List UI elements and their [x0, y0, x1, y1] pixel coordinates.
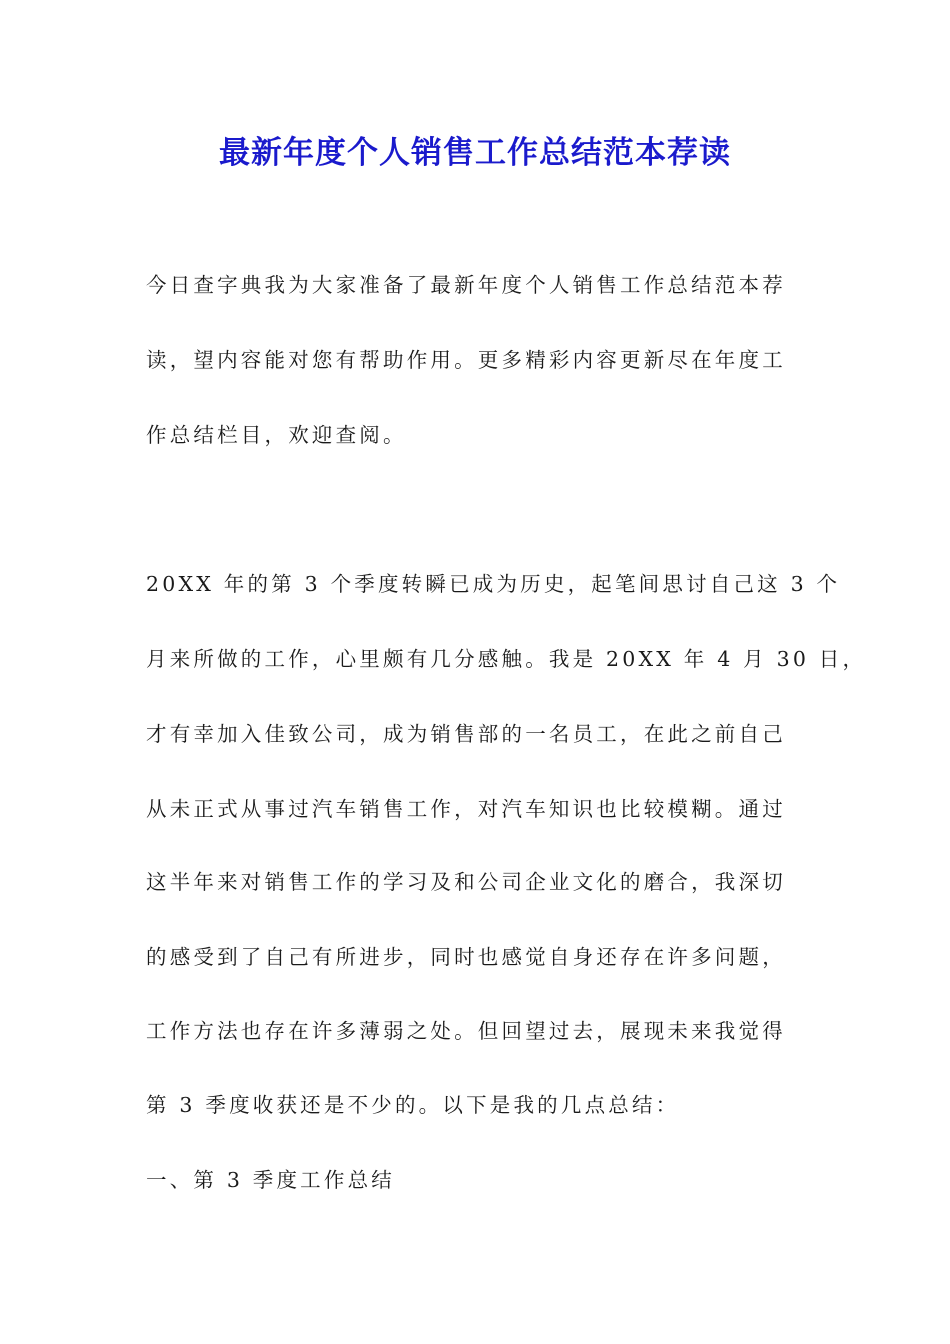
body-line-7: 工作方法也存在许多薄弱之处。但回望过去，展现未来我觉得 [146, 1019, 786, 1043]
body-line-6: 的感受到了自己有所进步，同时也感觉自身还存在许多问题， [146, 945, 786, 969]
document-title: 最新年度个人销售工作总结范本荐读 [219, 135, 731, 171]
body-line-2: 月来所做的工作，心里颇有几分感触。我是 20XX 年 4 月 30 日， [146, 647, 867, 671]
body-line-8: 第 3 季度收获还是不少的。以下是我的几点总结： [146, 1093, 680, 1117]
intro-line-1: 今日查字典我为大家准备了最新年度个人销售工作总结范本荐 [146, 273, 786, 297]
section-heading: 一、第 3 季度工作总结 [146, 1168, 395, 1192]
body-line-3: 才有幸加入佳致公司，成为销售部的一名员工，在此之前自己 [146, 722, 786, 746]
body-line-1: 20XX 年的第 3 个季度转瞬已成为历史，起笔间思讨自己这 3 个 [146, 572, 841, 596]
body-line-5: 这半年来对销售工作的学习及和公司企业文化的磨合，我深切 [146, 870, 786, 894]
intro-line-2: 读，望内容能对您有帮助作用。更多精彩内容更新尽在年度工 [146, 348, 786, 372]
body-line-4: 从未正式从事过汽车销售工作，对汽车知识也比较模糊。通过 [146, 797, 786, 821]
intro-line-3: 作总结栏目，欢迎查阅。 [146, 423, 407, 447]
